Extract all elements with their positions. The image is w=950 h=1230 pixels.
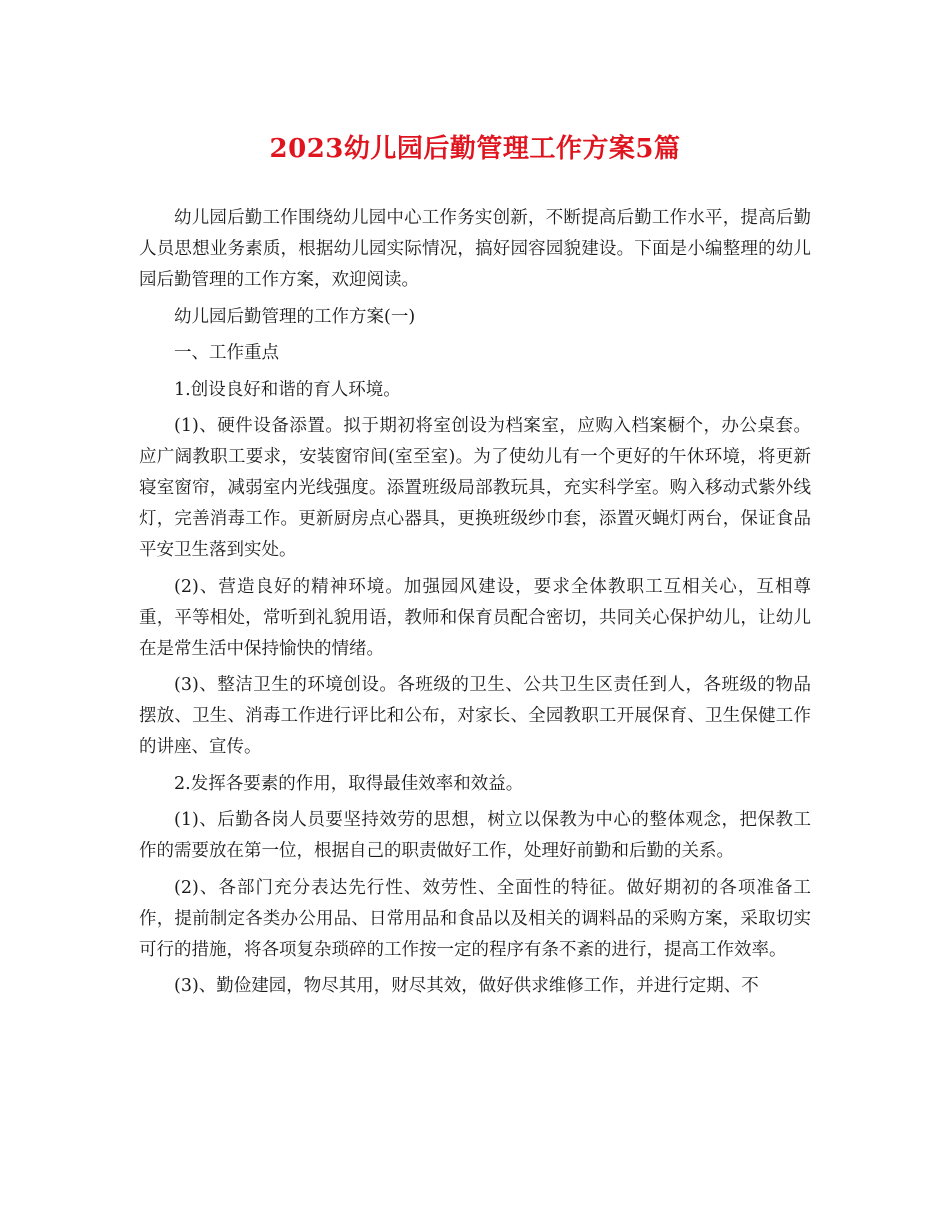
paragraph-item-2-3: (3)、勤俭建园，物尽其用，财尽其效，做好供求维修工作，并进行定期、不	[174, 976, 759, 996]
paragraph-item-1-2: (2)、营造良好的精神环境。加强园风建设，要求全体教职工互相关心，互相尊重，平等相处，常听到礼貌用语，教师和保育员配合密切，共同关心保护幼儿，让幼儿在是常生活中保持愉快的情绪。	[139, 576, 811, 659]
paragraph-plan-heading: 幼儿园后勤管理的工作方案(一)	[174, 306, 416, 327]
paragraph-item-2-1: (1)、后勤各岗人员要坚持效劳的思想，树立以保教为中心的整体观念，把保教工作的需要放在第一位，根据自己的职责做好工作，处理好前勤和后勤的关系。	[139, 810, 811, 861]
paragraph-item-2-2: (2)、各部门充分表达先行性、效劳性、全面性的特征。做好期初的各项准备工作，提前制定各类办公用品、日常用品和食品以及相关的调料品的采购方案，采取切实可行的措施，将各项复杂琐碎的工作按一定的程序有条不紊的进行，提高工作效率。	[139, 877, 811, 960]
paragraph-section-heading: 一、工作重点	[174, 343, 279, 363]
paragraph-item-1-1: (1)、硬件设备添置。拟于期初将室创设为档案室，应购入档案橱个，办公桌套。应广阔教职工要求，安装窗帘间(室至室)。为了使幼儿有一个更好的午休环境，将更新寝室窗帘，减弱室内光线强度。添置班级局部教玩具，充实科学室。购入移动式紫外线灯，完善消毒工作。更新厨房点心器具，更换班级纱巾套，添置灭蝇灯两台，保证食品平安卫生落到实处。	[139, 416, 811, 560]
paragraph-subheading-2: 2.发挥各要素的作用，取得最佳效率和效益。	[174, 773, 524, 794]
paragraph-subheading-1: 1.创设良好和谐的育人环境。	[174, 379, 401, 400]
paragraph-intro: 幼儿园后勤工作围绕幼儿园中心工作务实创新，不断提高后勤工作水平，提高后勤人员思想业务素质，根据幼儿园实际情况，搞好园容园貌建设。下面是小编整理的幼儿园后勤管理的工作方案，欢迎阅读。	[139, 208, 811, 290]
document-title: 2023幼儿园后勤管理工作方案5篇	[269, 134, 681, 164]
paragraph-item-1-3: (3)、整洁卫生的环境创设。各班级的卫生、公共卫生区责任到人，各班级的物品摆放、卫生、消毒工作进行评比和公布，对家长、全园教职工开展保育、卫生保健工作的讲座、宣传。	[139, 675, 811, 757]
document-body	[139, 203, 811, 1008]
